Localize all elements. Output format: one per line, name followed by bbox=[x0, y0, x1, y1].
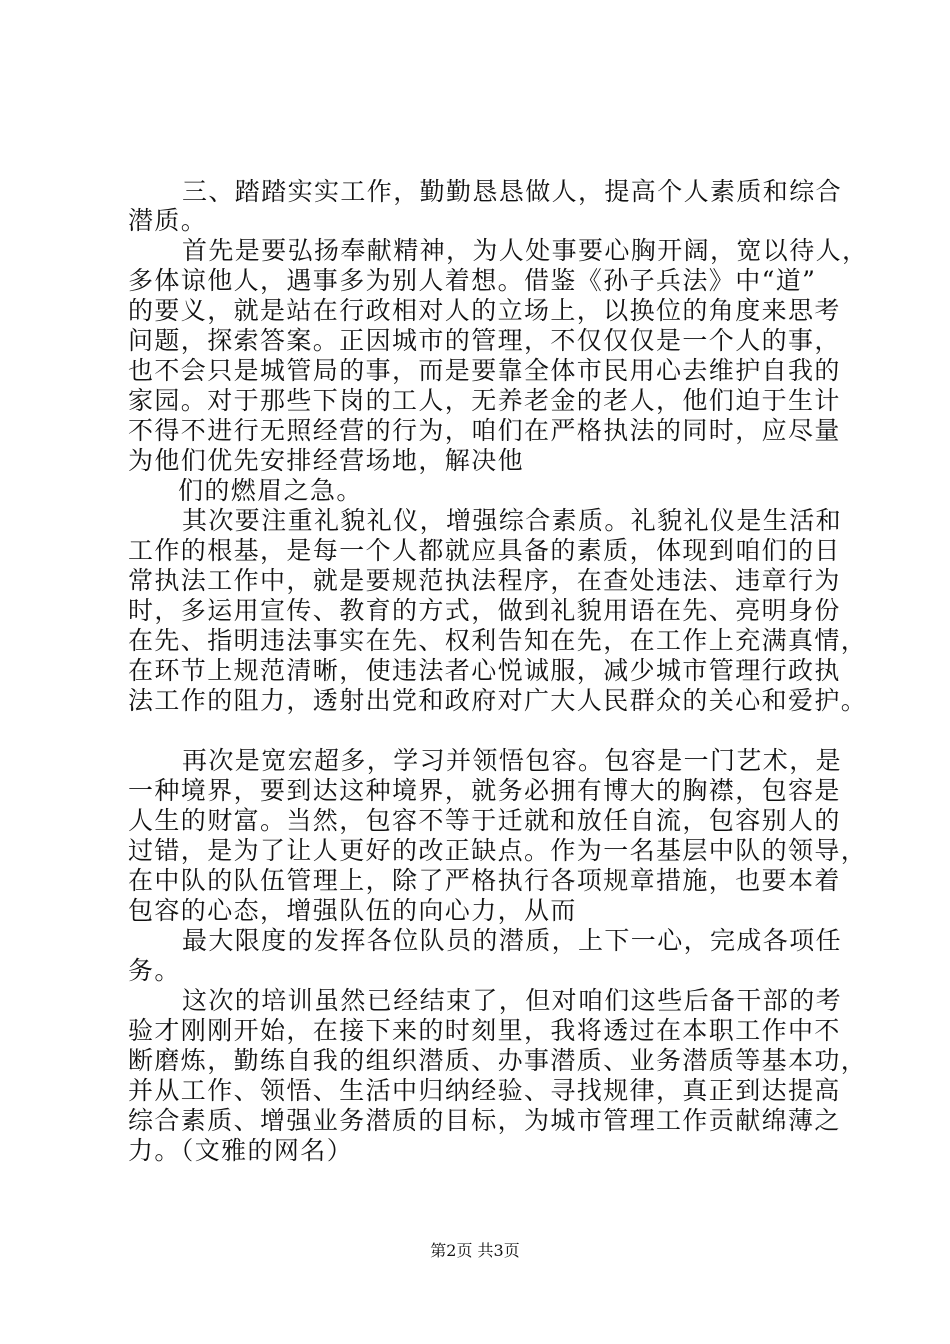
text-line: 时，多运用宣传、教育的方式，做到礼貌用语在先、亮明身份 bbox=[128, 596, 841, 625]
text-line: 这次的培训虽然已经结束了，但对咱们这些后备干部的考 bbox=[182, 986, 843, 1015]
text-line: 首先是要弘扬奉献精神，为人处事要心胸开阔，宽以待人， bbox=[182, 236, 869, 265]
text-line: 们的燃眉之急。 bbox=[178, 476, 363, 505]
text-line: 人生的财富。当然，包容不等于迁就和放任自流，包容别人的 bbox=[128, 806, 841, 835]
text-line: 在中队的队伍管理上，除了严格执行各项规章措施，也要本着 bbox=[128, 866, 841, 895]
page-number-footer: 第2页 共3页 bbox=[430, 1241, 520, 1260]
text-line: 家园。对于那些下岗的工人，无养老金的老人，他们迫于生计 bbox=[128, 386, 841, 415]
text-line: 工作的根基，是每一个人都就应具备的素质，体现到咱们的日 bbox=[128, 536, 841, 565]
text-line: 也不会只是城管局的事，而是要靠全体市民用心去维护自我的 bbox=[128, 356, 841, 385]
text-line: 为他们优先安排经营场地，解决他 bbox=[128, 446, 525, 475]
text-line: 一种境界，要到达这种境界，就务必拥有博大的胸襟，包容是 bbox=[128, 776, 841, 805]
text-line: 在环节上规范清晰，使违法者心悦诚服，减少城市管理行政执 bbox=[128, 656, 841, 685]
text-line: 最大限度的发挥各位队员的潜质，上下一心，完成各项任 bbox=[182, 926, 843, 955]
text-line: 力。（文雅的网名） bbox=[128, 1136, 354, 1165]
text-line: 过错，是为了让人更好的改正缺点。作为一名基层中队的领导， bbox=[128, 836, 868, 865]
text-line: 潜质。 bbox=[128, 206, 208, 235]
text-line: 务。 bbox=[128, 956, 181, 985]
text-line: 在先、指明违法事实在先、权利告知在先，在工作上充满真情， bbox=[128, 626, 868, 655]
text-line: 常执法工作中，就是要规范执法程序，在查处违法、违章行为 bbox=[128, 566, 841, 595]
text-line: 的要义，就是站在行政相对人的立场上，以换位的角度来思考 bbox=[128, 296, 841, 325]
text-line: 再次是宽宏超多，学习并领悟包容。包容是一门艺术，是 bbox=[182, 746, 843, 775]
text-line: 法工作的阻力，透射出党和政府对广大人民群众的关心和爱护。 bbox=[128, 686, 868, 715]
text-line: 问题，探索答案。正因城市的管理，不仅仅仅是一个人的事， bbox=[128, 326, 841, 355]
text-line: 多体谅他人，遇事多为别人着想。借鉴《孙子兵法》中“道” bbox=[128, 266, 817, 295]
text-line: 其次要注重礼貌礼仪，增强综合素质。礼貌礼仪是生活和 bbox=[182, 506, 843, 535]
text-line: 包容的心态，增强队伍的向心力，从而 bbox=[128, 896, 577, 925]
text-line: 验才刚刚开始，在接下来的时刻里，我将透过在本职工作中不 bbox=[128, 1016, 841, 1045]
text-line: 不得不进行无照经营的行为，咱们在严格执法的同时，应尽量 bbox=[128, 416, 841, 445]
text-line: 三、踏踏实实工作，勤勤恳恳做人，提高个人素质和综合 bbox=[182, 177, 843, 206]
text-line: 并从工作、领悟、生活中归纳经验、寻找规律，真正到达提高 bbox=[128, 1076, 841, 1105]
text-line: 综合素质、增强业务潜质的目标，为城市管理工作贡献绵薄之 bbox=[128, 1106, 841, 1135]
text-line: 断磨炼，勤练自我的组织潜质、办事潜质、业务潜质等基本功， bbox=[128, 1046, 868, 1075]
